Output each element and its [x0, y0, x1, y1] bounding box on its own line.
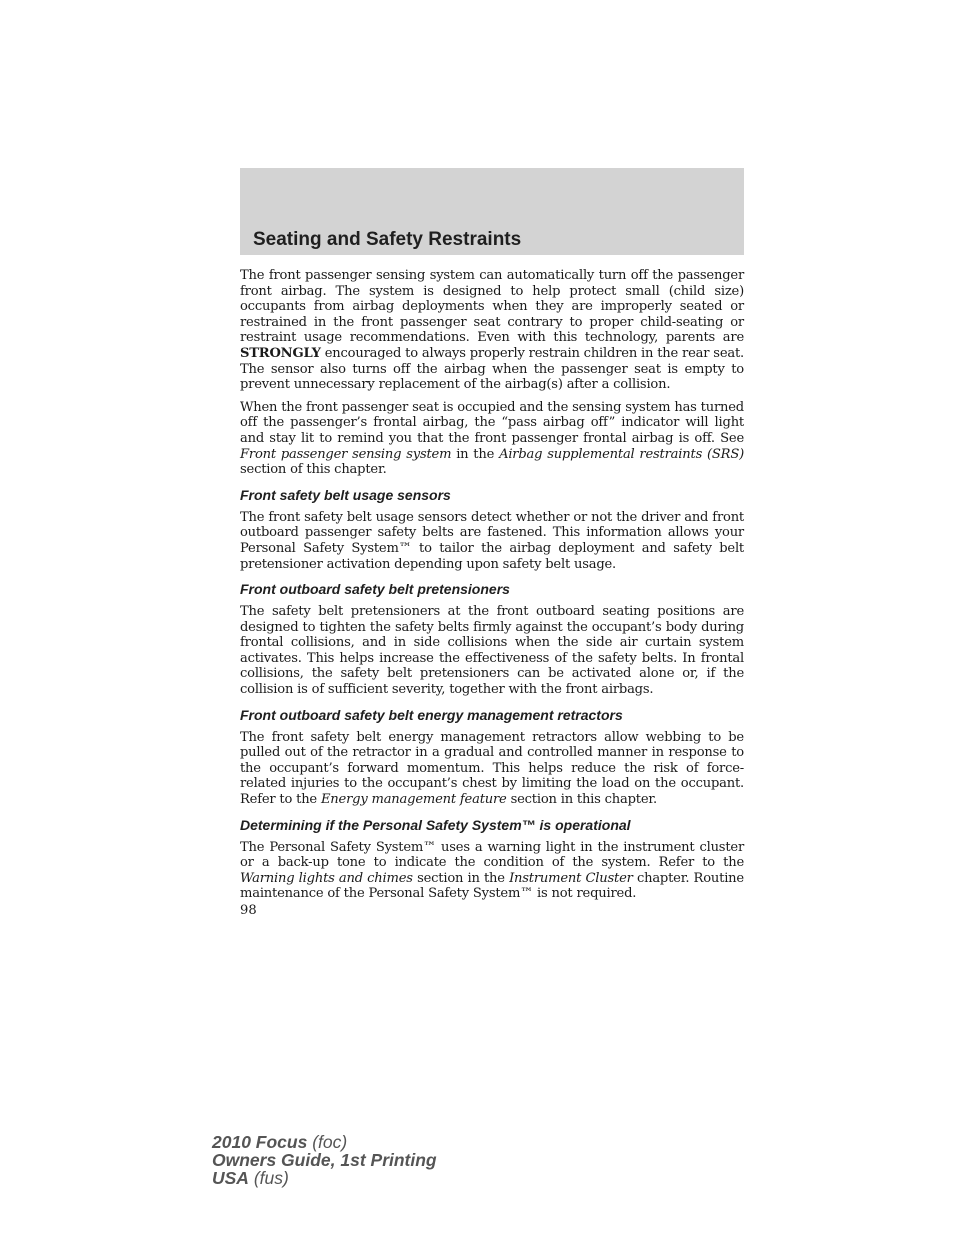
text-run: section of this chapter.	[240, 462, 387, 478]
document-footer	[212, 1133, 437, 1187]
page-content	[240, 268, 744, 919]
cross-reference: Front passenger sensing system	[240, 446, 452, 462]
heading-operational: Determining if the Personal Safety System™ is operational	[240, 816, 631, 833]
page-number: 98	[240, 903, 257, 918]
footer-line-1	[212, 1133, 437, 1151]
text-run: chapter. Routine maintenance of the Personal Safety System™ is not required.	[240, 870, 744, 902]
footer-line-2: Owners Guide, 1st Printing	[212, 1150, 437, 1170]
section-header-band	[240, 168, 744, 255]
cross-reference: Airbag supplemental restraints (SRS)	[499, 446, 745, 462]
text-run: When the front passenger seat is occupied and the sensing system has turned off the passenger’s frontal airbag, the “pass airbag off” indicator will light and stay lit to remind you that the front passenger frontal airbag is off. See	[240, 399, 744, 446]
heading-usage-sensors: Front safety belt usage sensors	[240, 486, 451, 503]
text-run: in the	[451, 446, 500, 462]
section-title: Seating and Safety Restraints	[253, 229, 522, 250]
text-run: section in this chapter.	[506, 792, 657, 808]
heading-retractors: Front outboard safety belt energy management retractors	[240, 706, 623, 723]
intro-paragraph-1	[240, 268, 744, 393]
text-run: The Personal Safety System™ uses a warning light in the instrument cluster or a back-up tone to indicate the condition of the system. Refer to the	[240, 839, 744, 871]
emphasis-strongly: STRONGLY	[240, 345, 321, 361]
pretensioners-paragraph: The safety belt pretensioners at the front outboard seating positions are designed to tighten the safety belts firmly against the occupant’s body during frontal collisions, and in side collisions when the side air curtain system activates. This helps increase the effectiveness of the safety belts. In frontal collisions, the safety belt pretensioners can be activated alone or, if the collision is of sufficient severity, together with the front airbags.	[240, 604, 744, 698]
heading-pretensioners: Front outboard safety belt pretensioners	[240, 581, 510, 598]
usage-sensors-paragraph: The front safety belt usage sensors detect whether or not the driver and front outboard passenger safety belts are fastened. This information allows your Personal Safety System™ to tailor the airbag deployment and safety belt pretensioner activation depending upon safety belt usage.	[240, 509, 744, 572]
footer-model: 2010 Focus	[212, 1132, 308, 1152]
footer-line-3	[212, 1169, 437, 1187]
cross-reference: Energy management feature	[320, 792, 507, 808]
cross-reference: Instrument Cluster	[509, 870, 633, 886]
footer-market: USA	[212, 1168, 249, 1188]
text-run: The front passenger sensing system can automatically turn off the passenger front airbag. The system is designed to help protect small (child size) occupants from airbag deployments when they are improperly seated or restrained in the front passenger seat contrary to proper child-seating or restraint usage recommendations. Even with this technology, parents are	[240, 268, 744, 346]
intro-paragraph-2	[240, 400, 744, 478]
operational-paragraph	[240, 840, 744, 902]
retractors-paragraph	[240, 730, 744, 808]
cross-reference: Warning lights and chimes	[240, 870, 413, 886]
footer-market-code: (fus)	[248, 1168, 289, 1188]
text-run: section in the	[412, 870, 510, 886]
text-run: The front safety belt energy management retractors allow webbing to be pulled out of the retractor in a gradual and controlled manner in response to the occupant’s forward momentum. This helps reduce the risk of force-related injuries to the occupant’s chest by limiting the load on the occupant. Refer to the	[240, 729, 744, 808]
footer-model-code: (foc)	[307, 1132, 348, 1152]
text-run: encouraged to always properly restrain children in the rear seat. The sensor also turns off the airbag when the passenger seat is empty to prevent unnecessary replacement of the airbag(s) after a collision.	[240, 345, 744, 393]
